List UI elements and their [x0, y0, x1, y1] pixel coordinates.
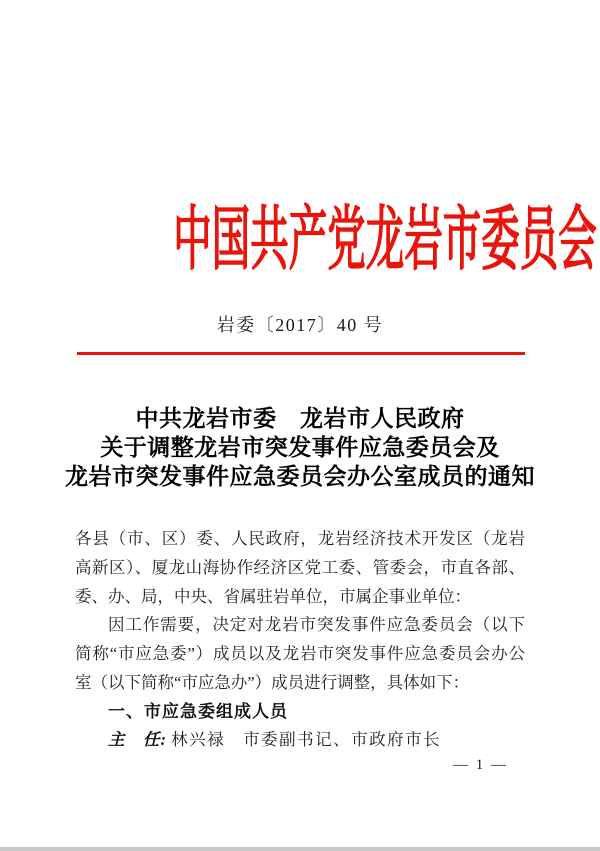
director-role-label: 主 任: [108, 730, 167, 750]
letterhead-org-name-text: 中国共产党龙岩市委员会 [173, 202, 597, 279]
document-title [0, 404, 600, 491]
addressees-line-2: 高新区）、厦龙山海协作经济区党工委、管委会，市直各部、 [75, 557, 525, 577]
intro-paragraph-line-2: 简称“市应急委”）成员以及龙岩市突发事件应急委员会办公 [75, 644, 525, 663]
document-body [75, 525, 525, 755]
letterhead-org-name [0, 202, 600, 279]
red-divider-rule [77, 352, 525, 355]
page-number: — 1 — [453, 757, 508, 773]
addressees-line-1: 各县（市、区）委、人民政府，龙岩经济技术开发区（龙岩 [75, 529, 525, 548]
addressees-line-3: 委、办、局，中央、省属驻岩单位，市属企事业单位： [75, 586, 471, 606]
document-title-line-3: 龙岩市突发事件应急委员会办公室成员的通知 [65, 464, 535, 489]
page-bottom-edge [0, 847, 600, 851]
document-title-line-1: 中共龙岩市委 龙岩市人民政府 [135, 406, 465, 431]
document-title-line-2: 关于调整龙岩市突发事件应急委员会及 [100, 435, 500, 460]
intro-paragraph-line-1: 因工作需要，决定对龙岩市突发事件应急委员会（以下 [108, 615, 525, 635]
intro-paragraph-line-3: 室（以下简称“市应急办”）成员进行调整，具体如下： [75, 672, 470, 692]
section-heading: 一、市应急委组成人员 [108, 701, 288, 721]
director-line [75, 726, 525, 755]
document-number: 岩委〔2017〕40 号 [216, 315, 384, 335]
director-name-and-title: 林兴禄 市委副书记、市政府市长 [171, 730, 442, 750]
